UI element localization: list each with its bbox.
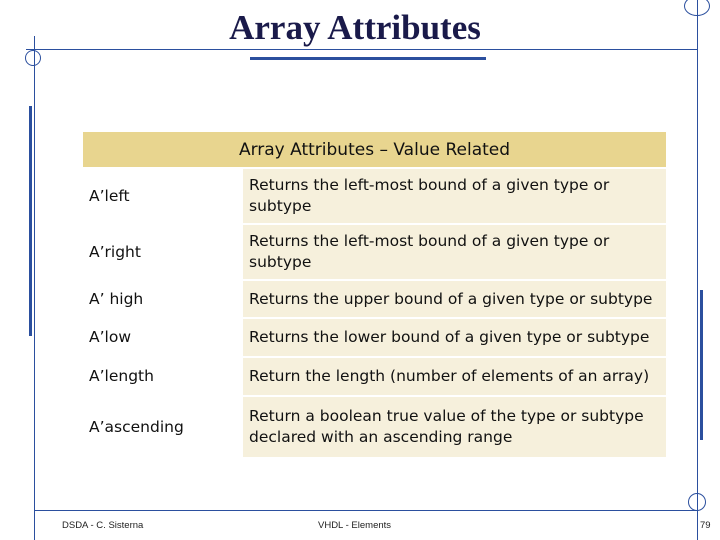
table-row xyxy=(83,168,666,224)
attribute-name: A’left xyxy=(83,168,243,224)
attribute-name: A’ high xyxy=(83,280,243,318)
right-vertical-accent-line xyxy=(700,290,703,440)
top-horizontal-line xyxy=(26,49,698,50)
footer-topic: VHDL - Elements xyxy=(318,520,392,531)
attributes-table xyxy=(83,132,666,459)
attribute-name: A’right xyxy=(83,224,243,280)
table-row xyxy=(83,396,666,458)
table-row xyxy=(83,280,666,318)
table-row xyxy=(83,357,666,396)
table-header: Array Attributes – Value Related xyxy=(83,132,666,168)
right-vertical-line xyxy=(697,0,698,540)
attribute-description: Returns the upper bound of a given type or subtype xyxy=(243,280,666,318)
attribute-name: A’ascending xyxy=(83,396,243,458)
bottom-right-circle-decoration xyxy=(688,493,706,511)
page-number: 79 xyxy=(700,520,711,531)
table-row xyxy=(83,318,666,357)
attribute-name: A’low xyxy=(83,318,243,357)
left-vertical-line xyxy=(34,36,35,540)
attribute-description: Returns the lower bound of a given type or subtype xyxy=(243,318,666,357)
table-row xyxy=(83,224,666,280)
footer-author: DSDA - C. Sisterna xyxy=(62,520,144,531)
attribute-description: Returns the left-most bound of a given type or subtype xyxy=(243,224,666,280)
title-underline xyxy=(250,57,486,60)
left-circle-decoration xyxy=(25,50,41,66)
attribute-name: A’length xyxy=(83,357,243,396)
attribute-description: Returns the left-most bound of a given type or subtype xyxy=(243,168,666,224)
attribute-description: Return the length (number of elements of an array) xyxy=(243,357,666,396)
slide-title: Array Attributes xyxy=(229,8,481,47)
left-vertical-accent-line xyxy=(29,106,32,336)
bottom-horizontal-line xyxy=(34,510,698,511)
attribute-description: Return a boolean true value of the type or subtype declared with an ascending range xyxy=(243,396,666,458)
